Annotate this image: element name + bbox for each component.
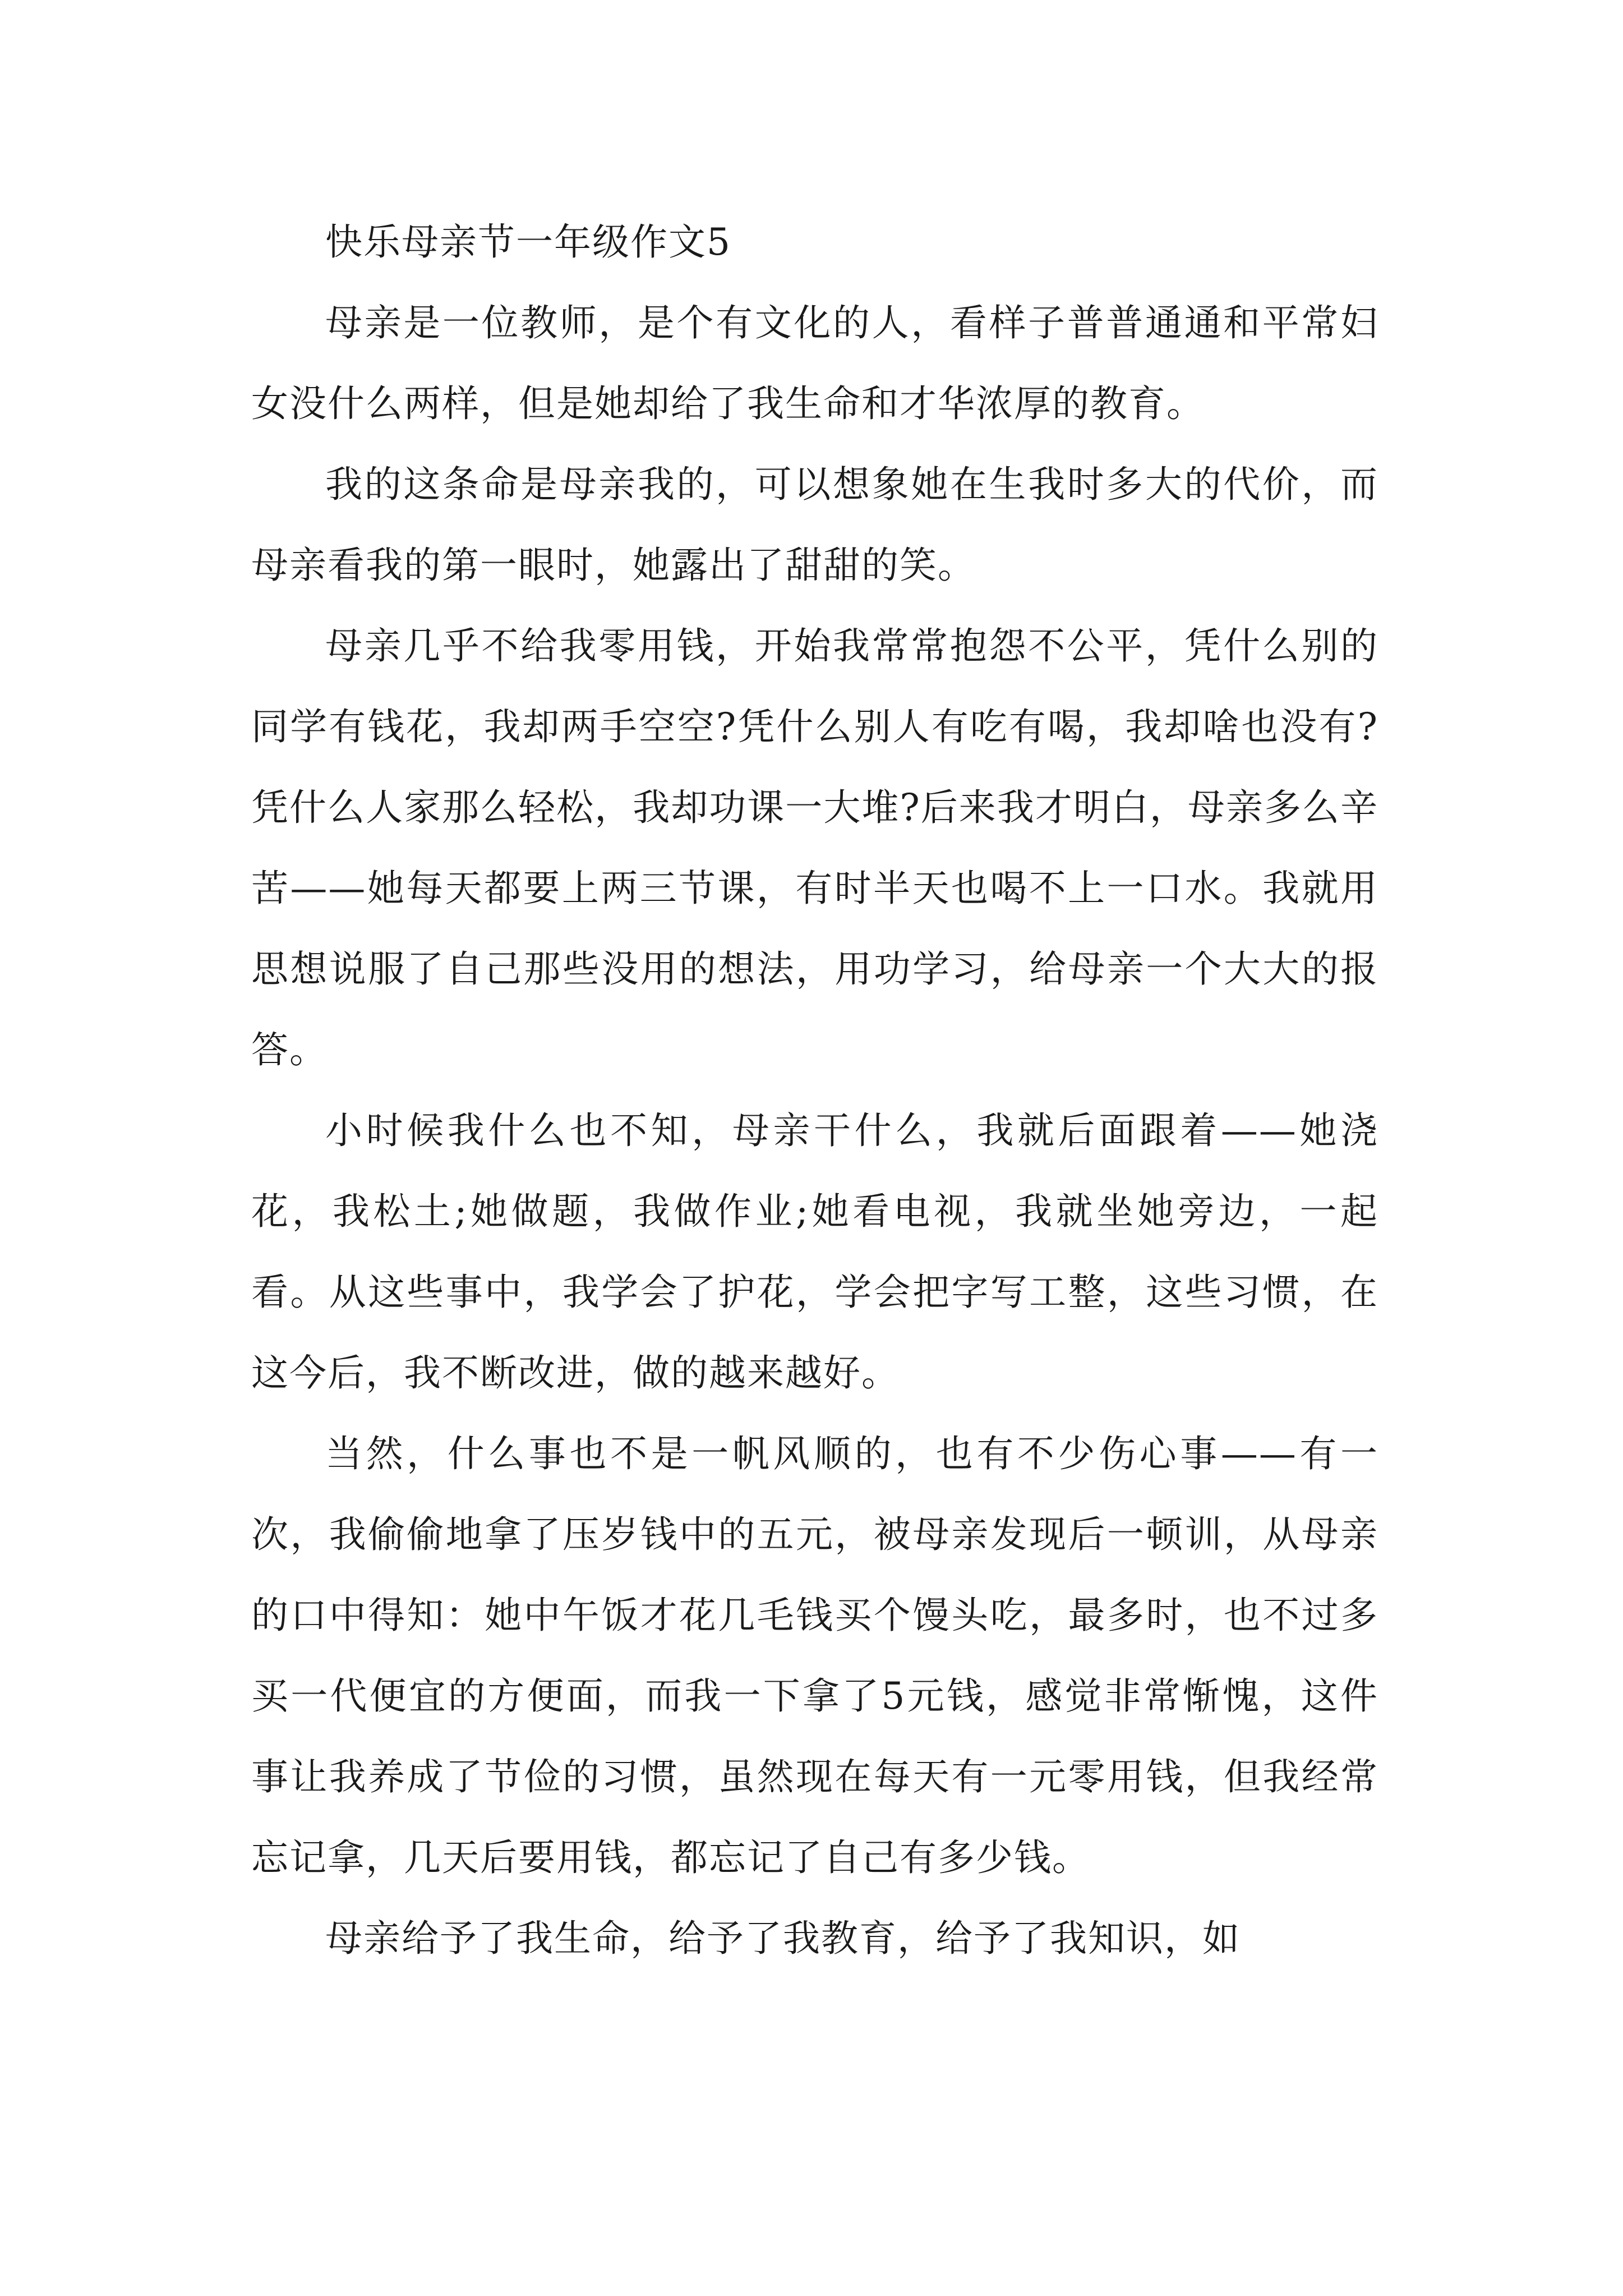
paragraph-6: 母亲给予了我生命，给予了我教育，给予了我知识，如: [325, 1917, 1241, 1960]
paragraph-4: 小时候我什么也不知，母亲干什么，我就后面跟着——她浇花，我松土;她做题，我做作业;她看电视，我就坐她旁边，一起看。从这些事中，我学会了护花，学会把字写工整，这些习惯，在这今后，我不断改进，做的越来越好。: [251, 1109, 1378, 1395]
paragraph-1: 母亲是一位教师，是个有文化的人，看样子普普通通和平常妇女没什么两样，但是她却给了我生命和才华浓厚的教育。: [251, 301, 1378, 425]
paragraph-5: 当然，什么事也不是一帆风顺的，也有不少伤心事——有一次，我偷偷地拿了压岁钱中的五元，被母亲发现后一顿训，从母亲的口中得知：她中午饭才花几毛钱买个馒头吃，最多时，也不过多买一代便宜的方便面，而我一下拿了5元钱，感觉非常惭愧，这件事让我养成了节俭的习惯，虽然现在每天有一元零用钱，但我经常忘记拿，几天后要用钱，都忘记了自己有多少钱。: [251, 1432, 1378, 1879]
paragraph-3: 母亲几乎不给我零用钱，开始我常常抱怨不公平，凭什么别的同学有钱花，我却两手空空?凭什么别人有吃有喝，我却啥也没有?凭什么人家那么轻松，我却功课一大堆?后来我才明白，母亲多么辛苦——她每天都要上两三节课，有时半天也喝不上一口水。我就用思想说服了自己那些没用的想法，用功学习，给母亲一个大大的报答。: [251, 624, 1378, 1071]
paragraph-2: 我的这条命是母亲我的，可以想象她在生我时多大的代价，而母亲看我的第一眼时，她露出了甜甜的笑。: [251, 463, 1378, 587]
document-body: [251, 202, 1378, 1979]
document-title: 快乐母亲节一年级作文5: [325, 220, 731, 264]
